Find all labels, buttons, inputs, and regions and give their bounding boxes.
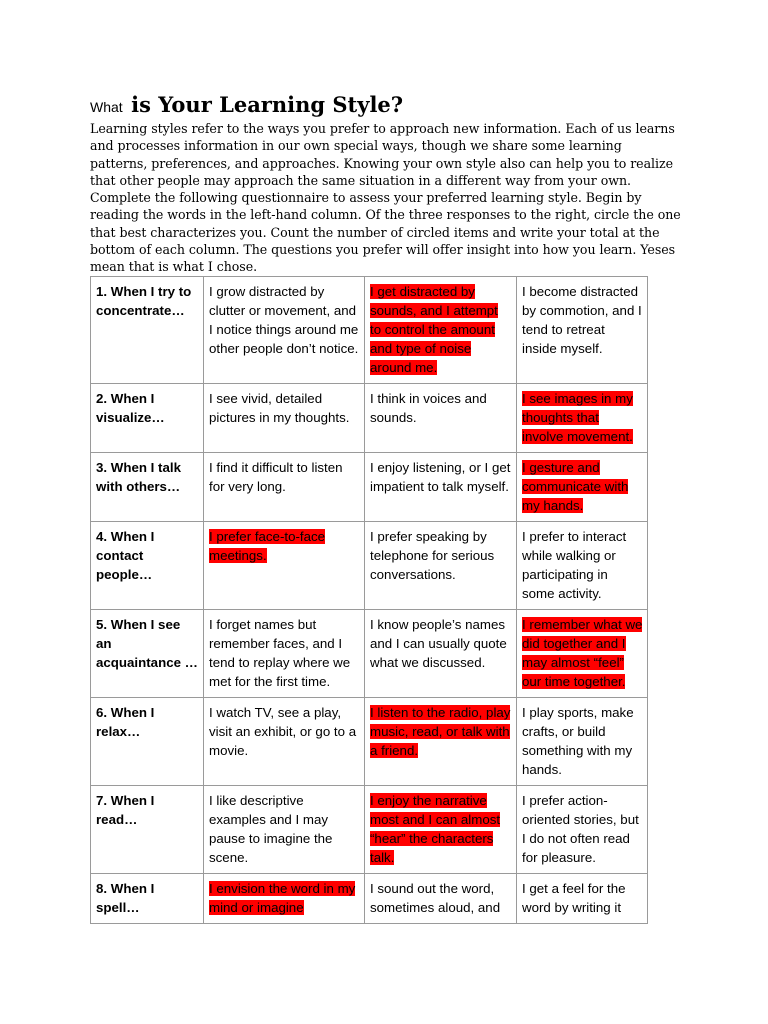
page-title: [90, 92, 403, 117]
question-cell: 6. When I relax…: [91, 698, 204, 786]
answer-text: I sound out the word, sometimes aloud, and: [370, 881, 501, 915]
selected-answer: I see images in my thoughts that involve movement.: [522, 391, 633, 444]
option-cell: [517, 786, 648, 874]
answer-text: I prefer action-oriented stories, but I do not often read for pleasure.: [522, 793, 639, 865]
selected-answer: I listen to the radio, play music, read, or talk with a friend.: [370, 705, 511, 758]
option-cell: [365, 277, 517, 384]
answer-text: I enjoy listening, or I get impatient to talk myself.: [370, 460, 511, 494]
answer-text: I forget names but remember faces, and I tend to replay where we met for the first time.: [209, 617, 351, 689]
answer-text: I prefer speaking by telephone for serious conversations.: [370, 529, 495, 582]
option-cell: [365, 453, 517, 522]
option-cell: [204, 610, 365, 698]
option-cell: [365, 384, 517, 453]
option-cell: [204, 786, 365, 874]
option-cell: [517, 453, 648, 522]
questionnaire-table: [90, 276, 648, 924]
table-row: [91, 698, 648, 786]
option-cell: [204, 698, 365, 786]
table-row: [91, 874, 648, 924]
option-cell: [517, 698, 648, 786]
option-cell: [365, 610, 517, 698]
selected-answer: I prefer face-to-face meetings.: [209, 529, 326, 563]
option-cell: [517, 277, 648, 384]
answer-text: I get a feel for the word by writing it: [522, 881, 626, 915]
option-cell: [204, 277, 365, 384]
intro-paragraph: Learning styles refer to the ways you prefer to approach new information. Each of us learns and processes information in our own special ways, though we share some learning patterns, preferences, and approaches. Knowing your own style also can help you to realize that other people may approach the same situation in a different way from your own. Complete the following questionnaire to assess your preferred learning style. Begin by reading the words in the left-hand column. Of the three responses to the right, circle the one that best characterizes you. Count the number of circled items and write your total at the bottom of each column. The questions you prefer will offer insight into how you learn. Yeses mean that is what I chose.: [90, 121, 681, 275]
answer-text: I become distracted by commotion, and I tend to retreat inside myself.: [522, 284, 642, 356]
title-prefix: What: [90, 99, 123, 115]
selected-answer: I get distracted by sounds, and I attempt to control the amount and type of noise around me.: [370, 284, 498, 375]
answer-text: I know people’s names and I can usually quote what we discussed.: [370, 617, 507, 670]
table-row: [91, 453, 648, 522]
selected-answer: I gesture and communicate with my hands.: [522, 460, 629, 513]
option-cell: [517, 874, 648, 924]
option-cell: [365, 786, 517, 874]
answer-text: I watch TV, see a play, visit an exhibit, or go to a movie.: [209, 705, 357, 758]
table-row: [91, 277, 648, 384]
title-main: is Your Learning Style?: [131, 92, 404, 117]
table-row: [91, 786, 648, 874]
question-cell: 4. When I contact people…: [91, 522, 204, 610]
table-row: [91, 610, 648, 698]
answer-text: I prefer to interact while walking or participating in some activity.: [522, 529, 627, 601]
answer-text: I play sports, make crafts, or build something with my hands.: [522, 705, 634, 777]
question-cell: 3. When I talk with others…: [91, 453, 204, 522]
selected-answer: I remember what we did together and I may almost “feel” our time together.: [522, 617, 643, 689]
question-cell: 5. When I see an acquaintance …: [91, 610, 204, 698]
option-cell: [204, 384, 365, 453]
option-cell: [517, 384, 648, 453]
selected-answer: I envision the word in my mind or imagine: [209, 881, 356, 915]
question-cell: 1. When I try to concentrate…: [91, 277, 204, 384]
option-cell: [517, 522, 648, 610]
table-row: [91, 384, 648, 453]
answer-text: I like descriptive examples and I may pause to imagine the scene.: [209, 793, 333, 865]
question-cell: 7. When I read…: [91, 786, 204, 874]
answer-text: I grow distracted by clutter or movement, and I notice things around me other people don’t notice.: [209, 284, 359, 356]
option-cell: [204, 522, 365, 610]
answer-text: I think in voices and sounds.: [370, 391, 487, 425]
option-cell: [517, 610, 648, 698]
option-cell: [365, 698, 517, 786]
option-cell: [365, 874, 517, 924]
answer-text: I find it difficult to listen for very long.: [209, 460, 343, 494]
option-cell: [365, 522, 517, 610]
option-cell: [204, 874, 365, 924]
table-row: [91, 522, 648, 610]
question-cell: 2. When I visualize…: [91, 384, 204, 453]
question-cell: 8. When I spell…: [91, 874, 204, 924]
answer-text: I see vivid, detailed pictures in my thoughts.: [209, 391, 350, 425]
questionnaire-body: [91, 277, 648, 924]
selected-answer: I enjoy the narrative most and I can almost “hear” the characters talk.: [370, 793, 501, 865]
option-cell: [204, 453, 365, 522]
